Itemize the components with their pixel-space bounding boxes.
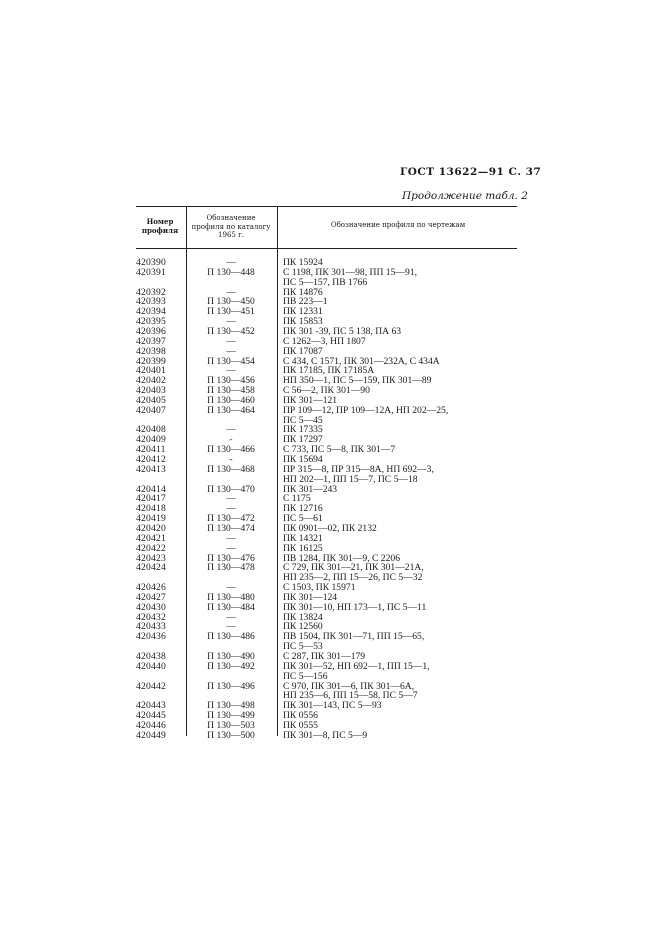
cell-drawing-designation: ПВ 223—1 <box>283 296 328 308</box>
column-header-catalog-designation: Обозначение профиля по каталогу 1965 г. <box>191 214 271 239</box>
cell-catalog-designation: — <box>226 582 236 594</box>
cell-catalog-designation: - <box>229 434 233 446</box>
cell-catalog-designation: П 130—470 <box>207 483 255 495</box>
cell-profile-number: 420417 <box>136 493 166 505</box>
cell-catalog-designation: П 130—490 <box>207 651 255 662</box>
cell-drawing-designation: ПК 12560 <box>283 621 323 633</box>
cell-profile-number: 420392 <box>136 286 166 298</box>
cell-profile-number: 420398 <box>136 345 166 357</box>
cell-profile-number: 420408 <box>136 424 166 436</box>
cell-profile-number: 420443 <box>136 700 166 712</box>
cell-drawing-designation: ПВ 1284, ПК 301—9, С 2206 <box>283 552 400 564</box>
cell-catalog-designation: — <box>226 532 236 544</box>
cell-profile-number: 420396 <box>136 325 166 337</box>
cell-drawing-designation: ПС 5—61 <box>283 513 323 525</box>
column-divider-1 <box>186 206 187 736</box>
cell-catalog-designation: П 130—456 <box>207 375 255 387</box>
cell-profile-number: 420403 <box>136 385 166 397</box>
cell-profile-number: 420401 <box>136 365 166 377</box>
cell-drawing-designation: ПК 15853 <box>283 316 323 328</box>
cell-profile-number: 420413 <box>136 463 166 475</box>
cell-catalog-designation: П 130—496 <box>207 680 255 692</box>
cell-drawing-designation: С 56—2, ПК 301—90 <box>283 385 370 397</box>
cell-drawing-designation: ПК 15694 <box>283 454 323 465</box>
cell-drawing-designation: ПС 5—156 <box>283 670 328 682</box>
cell-profile-number: 420394 <box>136 306 166 318</box>
cell-drawing-designation: ПК 13824 <box>283 611 323 623</box>
cell-drawing-designation: ПК 0901—02, ПК 2132 <box>283 522 377 534</box>
cell-catalog-designation: — <box>226 493 236 505</box>
cell-drawing-designation: ПК 17087 <box>283 345 323 357</box>
cell-drawing-designation: ПК 17297 <box>283 434 323 446</box>
cell-profile-number: 420427 <box>136 591 166 603</box>
cell-profile-number: 420393 <box>136 296 166 308</box>
cell-drawing-designation: ПС 5—45 <box>283 414 323 426</box>
cell-drawing-designation: ПС 5—157, ПВ 1766 <box>283 276 368 288</box>
cell-catalog-designation: — <box>226 621 236 633</box>
cell-profile-number: 420421 <box>136 532 166 544</box>
cell-profile-number: 420418 <box>136 503 166 515</box>
cell-catalog-designation: — <box>226 345 236 357</box>
cell-drawing-designation: С 1503, ПК 15971 <box>283 582 356 594</box>
cell-catalog-designation: П 130—480 <box>207 591 255 603</box>
cell-drawing-designation: ПК 301—143, ПС 5—93 <box>283 700 382 712</box>
cell-catalog-designation: — <box>226 335 236 347</box>
cell-drawing-designation: ПР 315—8, ПР 315—8А, НП 692—3, <box>283 463 434 475</box>
cell-profile-number: 420411 <box>136 444 166 456</box>
cell-catalog-designation: П 130—460 <box>207 394 255 406</box>
cell-profile-number: 420422 <box>136 542 166 554</box>
cell-catalog-designation: П 130—448 <box>207 266 255 278</box>
cell-drawing-designation: ПК 301—52, НП 692—1, ПП 15—1, <box>283 660 430 672</box>
cell-profile-number: 420446 <box>136 719 166 731</box>
cell-catalog-designation: П 130—486 <box>207 631 255 643</box>
table-header-rule <box>136 248 517 249</box>
cell-catalog-designation: П 130—472 <box>207 513 255 525</box>
cell-drawing-designation: ПК 12331 <box>283 306 323 318</box>
cell-profile-number: 420390 <box>136 257 166 268</box>
cell-catalog-designation: — <box>226 611 236 623</box>
cell-profile-number: 420440 <box>136 660 166 672</box>
cell-drawing-designation: ПР 109—12, ПР 109—12А, НП 202—25, <box>283 404 449 416</box>
cell-drawing-designation: ПК 15924 <box>283 257 323 268</box>
cell-drawing-designation: С 970, ПК 301—6, ПК 301—6А, <box>283 680 415 692</box>
cell-drawing-designation: ПК 301 -39, ПС 5 138, ПА 63 <box>283 325 402 337</box>
cell-profile-number: 420412 <box>136 454 166 465</box>
cell-drawing-designation: ПК 301—121 <box>283 394 338 406</box>
cell-profile-number: 420445 <box>136 710 166 722</box>
cell-profile-number: 420391 <box>136 266 166 278</box>
cell-profile-number: 420432 <box>136 611 166 623</box>
cell-drawing-designation: С 434, С 1571, ПК 301—232А, С 434А <box>283 355 440 367</box>
cell-profile-number: 420438 <box>136 651 166 662</box>
cell-profile-number: 420420 <box>136 522 166 534</box>
cell-drawing-designation: НП 202—1, ПП 15—7, ПС 5—18 <box>283 473 418 485</box>
cell-drawing-designation: ПК 17185, ПК 17185А <box>283 365 375 377</box>
cell-catalog-designation: П 130—452 <box>207 325 255 337</box>
cell-drawing-designation: ПК 301—8, ПС 5—9 <box>283 729 368 741</box>
page-header: ГОСТ 13622—91 С. 37 <box>400 166 542 178</box>
cell-catalog-designation: П 130—468 <box>207 463 255 475</box>
cell-profile-number: 420409 <box>136 434 166 446</box>
cell-profile-number: 420419 <box>136 513 166 525</box>
cell-profile-number: 420414 <box>136 483 166 495</box>
cell-catalog-designation: — <box>226 503 236 515</box>
table-top-rule <box>136 206 517 207</box>
cell-drawing-designation: НП 235—2, ПП 15—26, ПС 5—32 <box>283 572 423 584</box>
cell-catalog-designation: П 130—478 <box>207 562 255 574</box>
cell-profile-number: 420423 <box>136 552 166 564</box>
cell-catalog-designation: — <box>226 542 236 554</box>
cell-profile-number: 420399 <box>136 355 166 367</box>
cell-drawing-designation: ПК 12716 <box>283 503 323 515</box>
cell-catalog-designation: П 130—484 <box>207 601 255 613</box>
column-divider-2 <box>277 206 278 736</box>
cell-profile-number: 420402 <box>136 375 166 387</box>
cell-drawing-designation: С 1198, ПК 301—98, ПП 15—91, <box>283 266 417 278</box>
cell-profile-number: 420405 <box>136 394 166 406</box>
cell-catalog-designation: П 130—500 <box>207 729 255 741</box>
cell-drawing-designation: ПК 0555 <box>283 719 318 731</box>
cell-profile-number: 420442 <box>136 680 166 692</box>
cell-catalog-designation: П 130—464 <box>207 404 255 416</box>
cell-profile-number: 420449 <box>136 729 166 741</box>
cell-catalog-designation: П 130—498 <box>207 700 255 712</box>
cell-profile-number: 420395 <box>136 316 166 328</box>
cell-catalog-designation: П 130—454 <box>207 355 255 367</box>
cell-catalog-designation: П 130—466 <box>207 444 255 456</box>
cell-catalog-designation: — <box>226 257 236 268</box>
cell-drawing-designation: С 733, ПС 5—8, ПК 301—7 <box>283 444 396 456</box>
cell-drawing-designation: С 287, ПК 301—179 <box>283 651 366 662</box>
cell-drawing-designation: С 729, ПК 301—21, ПК 301—21А, <box>283 562 424 574</box>
cell-catalog-designation: — <box>226 286 236 298</box>
cell-catalog-designation: — <box>226 365 236 377</box>
cell-drawing-designation: ПК 0556 <box>283 710 318 722</box>
cell-drawing-designation: С 1175 <box>283 493 311 505</box>
cell-profile-number: 420436 <box>136 631 166 643</box>
cell-profile-number: 420433 <box>136 621 166 633</box>
cell-catalog-designation: — <box>226 316 236 328</box>
cell-drawing-designation: ПК 14321 <box>283 532 323 544</box>
cell-profile-number: 420407 <box>136 404 166 416</box>
cell-drawing-designation: ПК 16125 <box>283 542 323 554</box>
cell-catalog-designation: - <box>229 454 233 465</box>
cell-drawing-designation: ПК 301—10, НП 173—1, ПС 5—11 <box>283 601 427 613</box>
cell-catalog-designation: П 130—451 <box>207 306 255 318</box>
cell-drawing-designation: ПВ 1504, ПК 301—71, ПП 15—65, <box>283 631 425 643</box>
cell-drawing-designation: ПК 14876 <box>283 286 323 298</box>
cell-catalog-designation: П 130—450 <box>207 296 255 308</box>
column-header-profile-number: Номер профиля <box>141 217 179 235</box>
cell-profile-number: 420424 <box>136 562 166 574</box>
cell-drawing-designation: ПК 301—243 <box>283 483 338 495</box>
cell-catalog-designation: П 130—474 <box>207 522 255 534</box>
cell-catalog-designation: П 130—476 <box>207 552 255 564</box>
cell-drawing-designation: С 1262—3, НП 1807 <box>283 335 366 347</box>
cell-profile-number: 420397 <box>136 335 166 347</box>
cell-drawing-designation: НП 235—6, ПП 15—58, ПС 5—7 <box>283 690 418 702</box>
cell-catalog-designation: П 130—499 <box>207 710 255 722</box>
cell-profile-number: 420426 <box>136 582 166 594</box>
cell-catalog-designation: — <box>226 424 236 436</box>
cell-catalog-designation: П 130—458 <box>207 385 255 397</box>
cell-drawing-designation: ПК 17335 <box>283 424 323 436</box>
cell-drawing-designation: НП 350—1, ПС 5—159, ПК 301—89 <box>283 375 432 387</box>
cell-catalog-designation: П 130—503 <box>207 719 255 731</box>
cell-profile-number: 420430 <box>136 601 166 613</box>
column-header-drawing-designation: Обозначение профиля по чертежам <box>330 221 466 229</box>
table-continuation-label: Продолжение табл. 2 <box>402 190 528 202</box>
cell-drawing-designation: ПК 301—124 <box>283 591 338 603</box>
cell-catalog-designation: П 130—492 <box>207 660 255 672</box>
cell-drawing-designation: ПС 5—53 <box>283 641 323 653</box>
